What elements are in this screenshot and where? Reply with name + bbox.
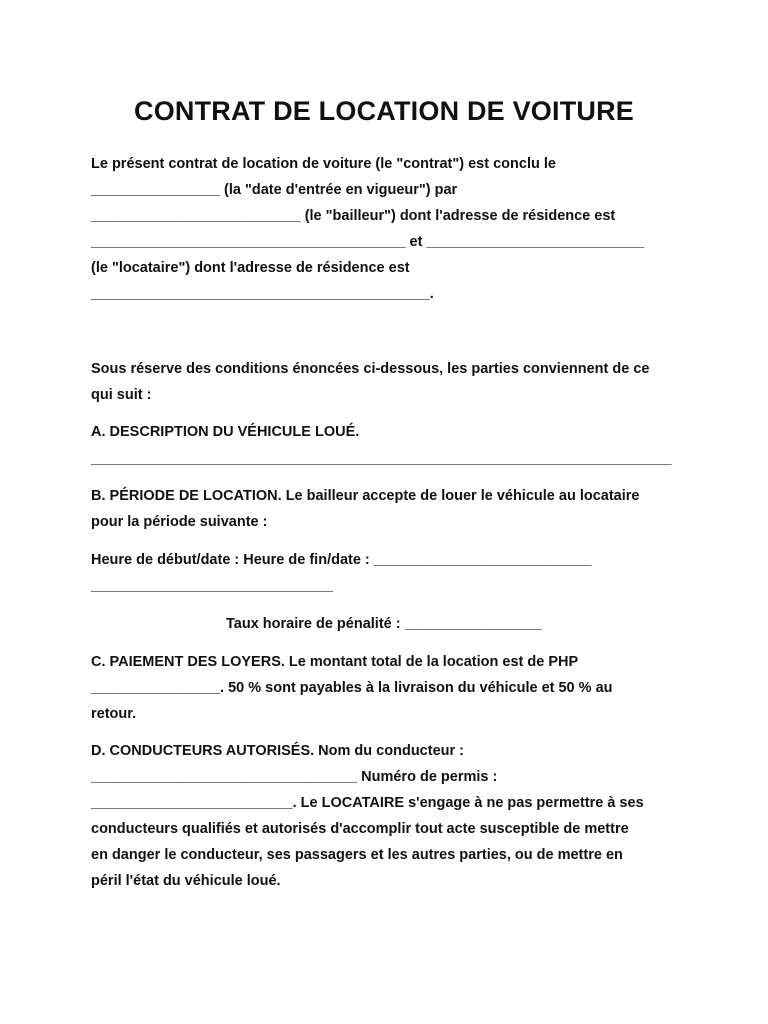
- intro-line: __________________________________________.: [91, 286, 434, 302]
- section-d-line: D. CONDUCTEURS AUTORISÉS. Nom du conducteur :: [91, 743, 464, 759]
- section-d-line: _________________________________ Numéro de permis :: [91, 769, 498, 785]
- intro-line: __________________________ (le "bailleur") dont l'adresse de résidence est: [91, 208, 616, 224]
- section-c-line: C. PAIEMENT DES LOYERS. Le montant total de la location est de PHP: [91, 654, 579, 670]
- penalty-rate-line: Taux horaire de pénalité : _________________: [226, 616, 542, 632]
- section-c-line: ________________. 50 % sont payables à la livraison du véhicule et 50 % au: [91, 680, 613, 696]
- conditions-line: qui suit :: [91, 387, 152, 403]
- section-b-time-line: ______________________________: [91, 578, 333, 594]
- document-title: CONTRAT DE LOCATION DE VOITURE: [134, 96, 634, 126]
- section-b-line: pour la période suivante :: [91, 514, 268, 530]
- section-a-blank: ________________________________________________________________________: [91, 451, 672, 467]
- section-c-line: retour.: [91, 706, 137, 722]
- section-b-line: B. PÉRIODE DE LOCATION. Le bailleur accepte de louer le véhicule au locataire: [91, 488, 640, 504]
- conditions-line: Sous réserve des conditions énoncées ci-dessous, les parties conviennent de ce: [91, 361, 650, 377]
- section-d-line: _________________________. Le LOCATAIRE s'engage à ne pas permettre à ses: [91, 795, 644, 811]
- intro-line: Le présent contrat de location de voiture (le "contrat") est conclu le: [91, 156, 556, 172]
- intro-line: _______________________________________ et ___________________________: [91, 234, 645, 250]
- section-d-line: en danger le conducteur, ses passagers et les autres parties, ou de mettre en: [91, 847, 623, 863]
- section-a-heading: A. DESCRIPTION DU VÉHICULE LOUÉ.: [91, 424, 360, 440]
- intro-line: (le "locataire") dont l'adresse de résidence est: [91, 260, 410, 276]
- intro-line: ________________ (la "date d'entrée en vigueur") par: [91, 182, 458, 198]
- section-b-time-line: Heure de début/date : Heure de fin/date : ___________________________: [91, 552, 592, 568]
- section-d-line: conducteurs qualifiés et autorisés d'accomplir tout acte susceptible de mettre: [91, 821, 629, 837]
- section-d-line: péril l'état du véhicule loué.: [91, 873, 281, 889]
